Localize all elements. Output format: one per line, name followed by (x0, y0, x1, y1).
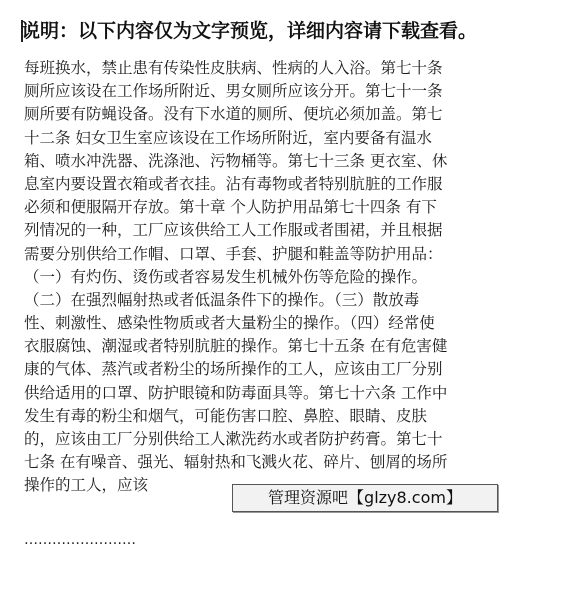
body-line: 供给适用的口罩、防护眼镜和防毒面具等。第七十六条 工作中 (24, 383, 448, 402)
body-line: 操作的工人，应该 (24, 476, 149, 495)
body-line: （一）有灼伤、烫伤或者容易发生机械外伤等危险的操作。 (24, 267, 428, 286)
body-line: 必须和便服隔开存放。第十章 个人防护用品第七十四条 有下 (24, 198, 437, 217)
body-line: 的，应该由工厂分别供给工人漱洗药水或者防护药膏。第七十 (24, 430, 443, 448)
site-watermark: 管理资源吧【glzy8.com】 (232, 484, 498, 512)
truncation-ellipsis: …………………… (24, 532, 136, 548)
document-body (24, 57, 554, 498)
body-line: 需要分别供给工作帽、口罩、手套、护腿和鞋盖等防护用品： (24, 244, 443, 263)
body-line: 康的气体、蒸汽或者粉尘的场所操作的工人，应该由工厂分别 (24, 360, 443, 379)
body-line: 箱、喷水冲洗器、洗涤池、污物桶等。第七十三条 更衣室、休 (24, 151, 448, 170)
body-line: 性、刺激性、感染性物质或者大量粉尘的操作。（四）经常使 (24, 314, 435, 333)
body-line: 发生有毒的粉尘和烟气，可能伤害口腔、鼻腔、眼睛、皮肤 (24, 406, 428, 425)
body-line: 厕所要有防蝇设备。没有下水道的厕所、便坑必须加盖。第七 (24, 105, 443, 124)
body-line: 十二条 妇女卫生室应该设在工作场所附近，室内要备有温水 (24, 128, 432, 147)
body-line: 列情况的一种，工厂应该供给工人工作服或者围裙，并且根据 (24, 221, 443, 240)
body-line: 息室内要设置衣箱或者衣挂。沾有毒物或者特别肮脏的工作服 (24, 174, 443, 193)
body-line: 衣服腐蚀、潮湿或者特别肮脏的操作。第七十五条 在有危害健 (24, 337, 448, 356)
body-line: 每班换水，禁止患有传染性皮肤病、性病的人入浴。第七十条 (24, 59, 443, 77)
preview-notice: 说明：以下内容仅为文字预览，详细内容请下载查看。 (21, 20, 478, 42)
body-line: 厕所应该设在工作场所附近、男女厕所应该分开。第七十一条 (24, 82, 443, 101)
body-line: 七条 在有噪音、强光、辐射热和飞溅火花、碎片、刨屑的场所 (24, 453, 448, 472)
body-line: （二）在强烈幅射热或者低温条件下的操作。（三）散放毒 (24, 290, 420, 309)
